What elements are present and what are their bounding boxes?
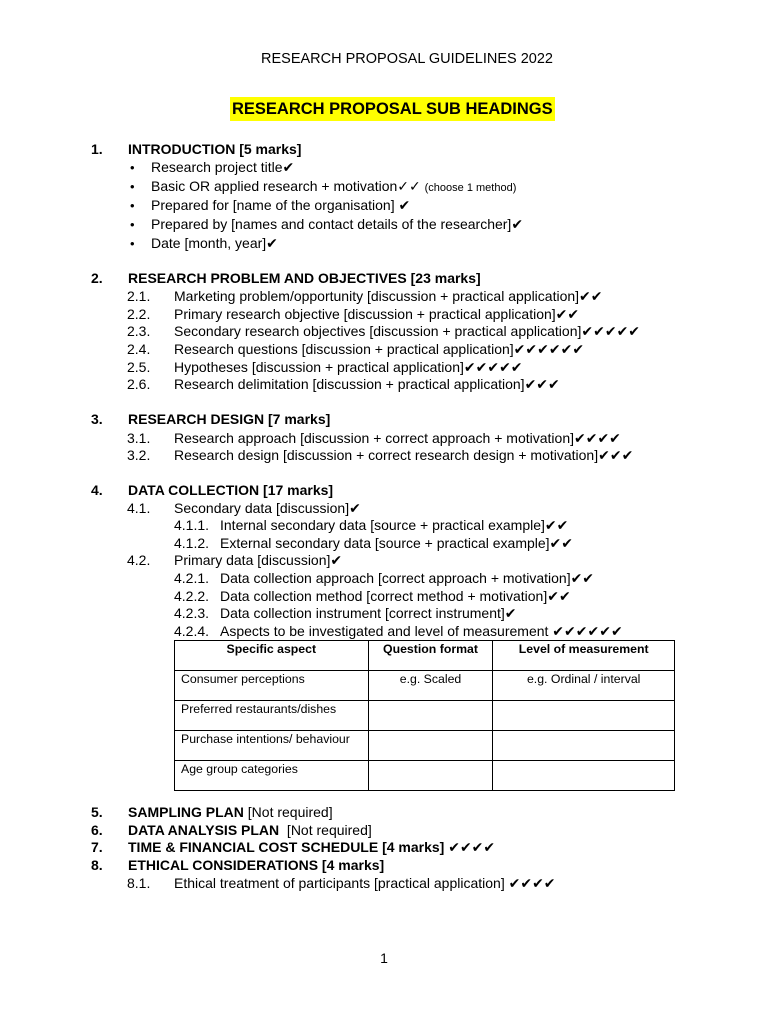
- table-header-row: [175, 641, 675, 671]
- table-row: [175, 731, 675, 761]
- item-number: 2.4.: [127, 341, 151, 357]
- item-number: 4.2.: [127, 552, 151, 568]
- column-header: Specific aspect: [175, 641, 369, 671]
- item-text: Primary research objective [discussion + practical application]✔✔: [174, 306, 580, 322]
- item-text: Research delimitation [discussion + practical application]✔✔✔: [174, 376, 560, 392]
- item-text: Secondary research objectives [discussion + practical application]✔✔✔✔✔: [174, 323, 641, 339]
- item-text: Marketing problem/opportunity [discussion + practical application]✔✔: [174, 288, 603, 304]
- subitem-text: Data collection instrument [correct instrument]✔: [220, 605, 517, 621]
- section-number: 1.: [91, 141, 103, 157]
- table-cell: [493, 731, 675, 761]
- table-cell: [493, 701, 675, 731]
- page-number: 1: [380, 950, 388, 966]
- subitem-number: 4.1.2.: [174, 535, 210, 551]
- table-cell: e.g. Ordinal / interval: [493, 671, 675, 701]
- item-number: 2.2.: [127, 306, 151, 322]
- column-header: Question format: [368, 641, 493, 671]
- item-number: 3.2.: [127, 447, 151, 463]
- subitem-text: Data collection approach [correct approach + motivation]✔✔: [220, 570, 595, 586]
- section-number: 7.: [91, 839, 103, 855]
- item-number: 3.1.: [127, 430, 151, 446]
- section-heading-note: [Not required]: [279, 822, 372, 838]
- section-heading-text: DATA ANALYSIS PLAN: [128, 822, 280, 838]
- item-number: 2.1.: [127, 288, 151, 304]
- table-cell: Age group categories: [175, 761, 369, 791]
- table-row: [175, 671, 675, 701]
- item-text: Hypotheses [discussion + practical application]✔✔✔✔✔: [174, 359, 523, 375]
- section-number: 4.: [91, 482, 103, 498]
- bullet-icon: •: [130, 179, 135, 194]
- item-text: Ethical treatment of participants [practical application] ✔✔✔✔: [174, 875, 556, 891]
- aspects-table: [174, 640, 675, 791]
- subitem-number: 4.1.1.: [174, 517, 210, 533]
- bullet-item-text: Basic OR applied research + motivation✓✓: [151, 178, 425, 194]
- column-header: Level of measurement: [493, 641, 675, 671]
- bullet-icon: •: [130, 217, 135, 232]
- bullet-item: Prepared by [names and contact details of the researcher]✔: [151, 216, 524, 232]
- table-cell: [493, 761, 675, 791]
- item-number: 8.1.: [127, 875, 151, 891]
- section-heading: RESEARCH DESIGN [7 marks]: [128, 411, 331, 427]
- table-cell: [368, 731, 493, 761]
- item-text: Secondary data [discussion]✔: [174, 500, 361, 516]
- bullet-item: Prepared for [name of the organisation] ✔: [151, 197, 411, 213]
- section-heading: RESEARCH PROBLEM AND OBJECTIVES [23 marks]: [128, 270, 481, 286]
- section-heading: INTRODUCTION [5 marks]: [128, 141, 302, 157]
- table-row: [175, 701, 675, 731]
- section-heading-text: SAMPLING PLAN: [128, 804, 244, 820]
- section-heading: DATA COLLECTION [17 marks]: [128, 482, 334, 498]
- section-number: 8.: [91, 857, 103, 873]
- item-text: Primary data [discussion]✔: [174, 552, 343, 568]
- section-number: 5.: [91, 804, 103, 820]
- subitem-text: External secondary data [source + practical example]✔✔: [220, 535, 574, 551]
- table-cell: Preferred restaurants/dishes: [175, 701, 369, 731]
- bullet-icon: •: [130, 198, 135, 213]
- subitem-text: Internal secondary data [source + practical example]✔✔: [220, 517, 569, 533]
- section-heading: [128, 804, 333, 820]
- subitem-text: Aspects to be investigated and level of measurement ✔✔✔✔✔✔: [220, 623, 623, 639]
- bullet-icon: •: [130, 160, 135, 175]
- section-heading: [128, 822, 372, 838]
- subitem-text: Data collection method [correct method + motivation]✔✔: [220, 588, 571, 604]
- subitem-number: 4.2.4.: [174, 623, 210, 639]
- table-cell: [368, 761, 493, 791]
- subitem-number: 4.2.2.: [174, 588, 210, 604]
- table-cell: Consumer perceptions: [175, 671, 369, 701]
- item-text: Research approach [discussion + correct approach + motivation]✔✔✔✔: [174, 430, 621, 446]
- item-number: 2.3.: [127, 323, 151, 339]
- section-heading: ETHICAL CONSIDERATIONS [4 marks]: [128, 857, 385, 873]
- table-cell: [368, 701, 493, 731]
- section-number: 3.: [91, 411, 103, 427]
- item-text: Research design [discussion + correct research design + motivation]✔✔✔: [174, 447, 634, 463]
- item-text: Research questions [discussion + practical application]✔✔✔✔✔✔: [174, 341, 585, 357]
- section-number: 6.: [91, 822, 103, 838]
- subitem-number: 4.2.3.: [174, 605, 210, 621]
- table-cell: Purchase intentions/ behaviour: [175, 731, 369, 761]
- item-number: 4.1.: [127, 500, 151, 516]
- highlighted-subtitle: RESEARCH PROPOSAL SUB HEADINGS: [230, 97, 555, 121]
- section-number: 2.: [91, 270, 103, 286]
- section-heading: TIME & FINANCIAL COST SCHEDULE [4 marks] ✔✔✔✔: [128, 839, 496, 855]
- bullet-item: Date [month, year]✔: [151, 235, 278, 251]
- bullet-item: [151, 178, 516, 195]
- subitem-number: 4.2.1.: [174, 570, 210, 586]
- bullet-item-note: (choose 1 method): [424, 182, 517, 194]
- table-cell: e.g. Scaled: [368, 671, 493, 701]
- bullet-icon: •: [130, 236, 135, 251]
- section-heading-note: [Not required]: [243, 804, 333, 820]
- bullet-item: Research project title✔: [151, 159, 295, 175]
- item-number: 2.5.: [127, 359, 151, 375]
- document-title: RESEARCH PROPOSAL GUIDELINES 2022: [261, 51, 553, 67]
- table-row: [175, 761, 675, 791]
- item-number: 2.6.: [127, 376, 151, 392]
